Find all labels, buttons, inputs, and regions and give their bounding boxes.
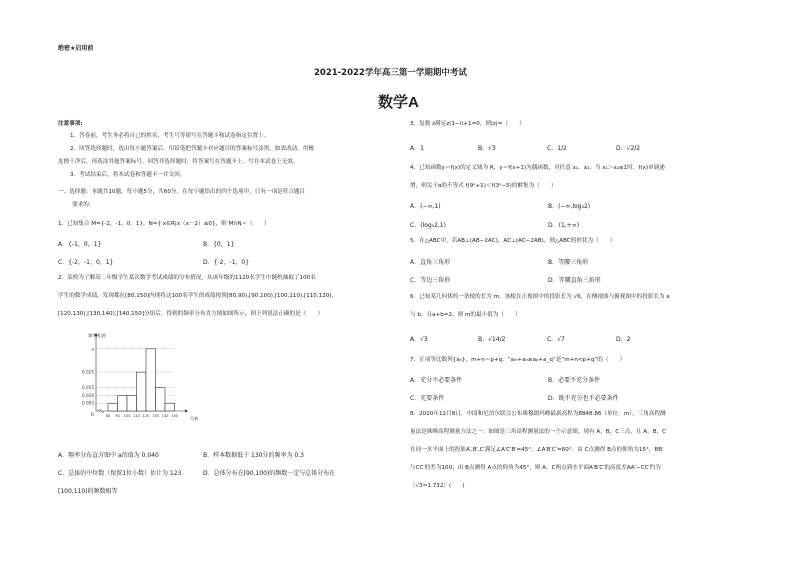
question-6-stem-cont: 与 b，且a+b=2，则 m的最小值为（ ） [410,312,521,318]
question-2-option-d-cont: [100,110)的频数相等 [58,488,118,495]
question-8-stem-cont: 量法是珠峰高程测量方法之一．如图是三角高程测量法的一个示意图，现有 A，B，C三点，且 A，B，C [410,429,667,435]
question-2-stem-cont: [120,130),[130,140),[140,150]分组后，得到的频率分布直方图如图所示，则下列说法正确的是（ ） [58,311,324,317]
histogram-bar [108,403,118,411]
histogram-bar [118,395,128,411]
x-tick-label: 150 [171,414,178,418]
secret-mark: 绝密★启用前 [58,45,94,52]
question-8-stem-cont: 与CC′的差为100；由 B点测得 A点的仰角为45°，则 A，C两点到水平面A′B′C′的高度差AA′−CC′约为 [410,465,661,471]
section-heading: 一、选择题：本题共10题，每小题5分，共60分。在每小题给出的四个选项中，只有一项是符合题目 [58,189,306,195]
question-3-stem: 3．复数 z满足z(1−i)+1=0，则|z|=（ ） [410,121,525,127]
question-1-option-d: D．{-2，-1，0} [203,259,250,266]
question-4-stem-cont: 增，则关于a的不等式 f(9ᵃ+1)＜f(3ᵃ−5)的解集为（ ） [410,183,557,189]
question-2-option-d: D．总体分布在[90,100)的频数一定与总体分布在 [203,470,336,477]
question-4-option-d: D．(1,+∞) [548,222,580,229]
origin-label: O [90,412,94,417]
question-2-option-b: B．样本数据低于 130分的频率为 0.3 [203,452,304,459]
question-1-option-c: C．{-2，-1，0，1} [58,259,114,266]
question-4-option-c: C．(log₃2,1) [410,222,446,229]
question-5-stem: 5．在△ABC中，若AB⊥(AB−2AC)，AC⊥(AC−2AB)，则△ABC的形状为（ ） [410,238,616,244]
question-2-stem: 2．某校为了解高二年级学生某次数学考试成绩的分布情况，从该年级的1120名学生中随机抽取了100名 [58,275,316,281]
question-4-option-b: B．(−∞,log₃2) [548,203,591,210]
histogram-bar [156,388,166,411]
question-4-stem: 4．已知函数y＝f(x)的定义域为 R，y＝f(x+1)为偶函数，对任意 x₁，x₂，当 x₁＞x₂≥1时，f(x)单调递 [410,165,665,171]
question-3-option-a: A．1 [410,145,424,152]
note-item: 皮擦干净后，再选涂其他答案标号。回答非选择题时，将答案写在答题卡上。写在本试卷上无效。 [58,159,299,165]
x-axis-label: 分数 [190,416,199,421]
question-1-option-a: A．{-1，0，1} [58,241,102,248]
question-1-stem: 1．已知集合 M={-2，-1，0，1}，N={ x∈R|x（x－2）≤0}，则 M∩N＝（ ） [58,221,270,227]
question-6-option-b: B．√14/2 [478,336,506,343]
y-tick-label: 0.005 [82,400,94,406]
exam-title: 2021-2022学年高三第一学期期中考试 [314,68,467,78]
question-3-option-b: B．√3 [478,145,496,152]
question-7-stem: 7．正项等比数列{aₙ}，m+n＝p+q，“aₘ+aₙ≥aₚ+a_q”是“m+n<p+q”的（ ） [410,357,626,363]
y-tick-label: 0.025 [82,369,94,375]
question-3-option-d: D．√2/2 [616,145,641,152]
question-5-option-a: A．直角三角形 [410,259,451,266]
question-6-option-a: A．√3 [410,336,428,343]
question-7-option-a: A．充分不必要条件 [410,377,463,384]
question-6-option-d: D．2 [616,336,631,343]
histogram-bar [127,395,137,411]
question-7-option-c: C．充要条件 [410,395,445,402]
question-5-option-d: D．等腰直角三角形 [548,277,601,284]
x-tick-label: 140 [161,414,169,418]
y-tick-label: a [91,346,94,352]
x-tick-label: 80 [105,414,111,418]
note-item: 1．答卷前，考生务必将自己的姓名、考生号等填写在答题卡和试卷指定位置上。 [70,133,270,139]
x-axis-arrow [185,410,188,413]
question-3-option-c: C．1/2 [547,145,567,152]
frequency-histogram [74,331,199,423]
y-tick-label: 0.010 [82,392,94,398]
question-6-option-c: C．√7 [547,336,565,343]
question-2-option-c: C．总体的中位数（保留1位小数）估计为 123 [58,470,182,477]
section-heading-cont: 要求的。 [72,202,95,208]
question-7-option-b: B．必要不充分条件 [548,377,601,384]
histogram-bar [146,349,156,411]
histogram-bar [165,403,175,411]
question-7-option-d: D．既不充分也不必要条件 [548,395,619,402]
histogram-bar [137,372,147,411]
question-5-option-b: B．等腰三角形 [548,259,589,266]
question-4-option-a: A．(−∞,1) [410,203,441,210]
question-1-option-b: B．{0，1} [203,241,235,248]
question-6-stem: 6．已知某几何体的一条棱的长为 m，该棱在正视图中的投影长为 √6，在侧视图与俯视图中的投影长为 a [410,294,670,300]
note-item: 2．回答选择题时，选出每小题答案后，用铅笔把答题卡对应题目的答案标号涂黑。如需改动，用橡 [70,146,315,152]
y-tick-label: 0.015 [82,385,94,391]
x-tick-label: 100 [123,414,131,418]
x-tick-label: 90 [115,414,120,418]
question-2-stem-cont: 学生的数学成绩，发现都在[80,150]内现将这100名学生的成绩按照[80,90),[90,100),[100,110),[110,120), [58,293,334,299]
subject-title: 数学A [378,94,419,111]
question-8-stem-cont: （√3≈1.732）( ) [410,483,465,489]
question-5-option-c: C．等边三角形 [410,277,451,284]
note-item: 3．考试结束后，将本试卷和答题卡一并交回。 [70,172,186,178]
question-8-stem-cont: 在同一水平面上的投影A′,B′,C′满足∠A′C′B′=45°，∠A′B′C′=60°．由 C点测得 B点的仰角为15°，BB′ [410,447,664,453]
notes-heading: 注意事项: [58,121,83,127]
x-tick-label: 130 [152,414,159,418]
question-2-option-a: A．频率分布直方图中 a的值为 0.040 [58,452,159,459]
question-8-stem: 8．2020年12月8日，中国和尼泊尔联合公布珠穆朗玛峰最新高程为8848.86（单位：m），三角高程测 [410,411,666,417]
x-tick-label: 110 [133,414,140,418]
y-axis-label: 频率/组距 [88,333,107,338]
x-tick-label: 120 [142,414,150,418]
